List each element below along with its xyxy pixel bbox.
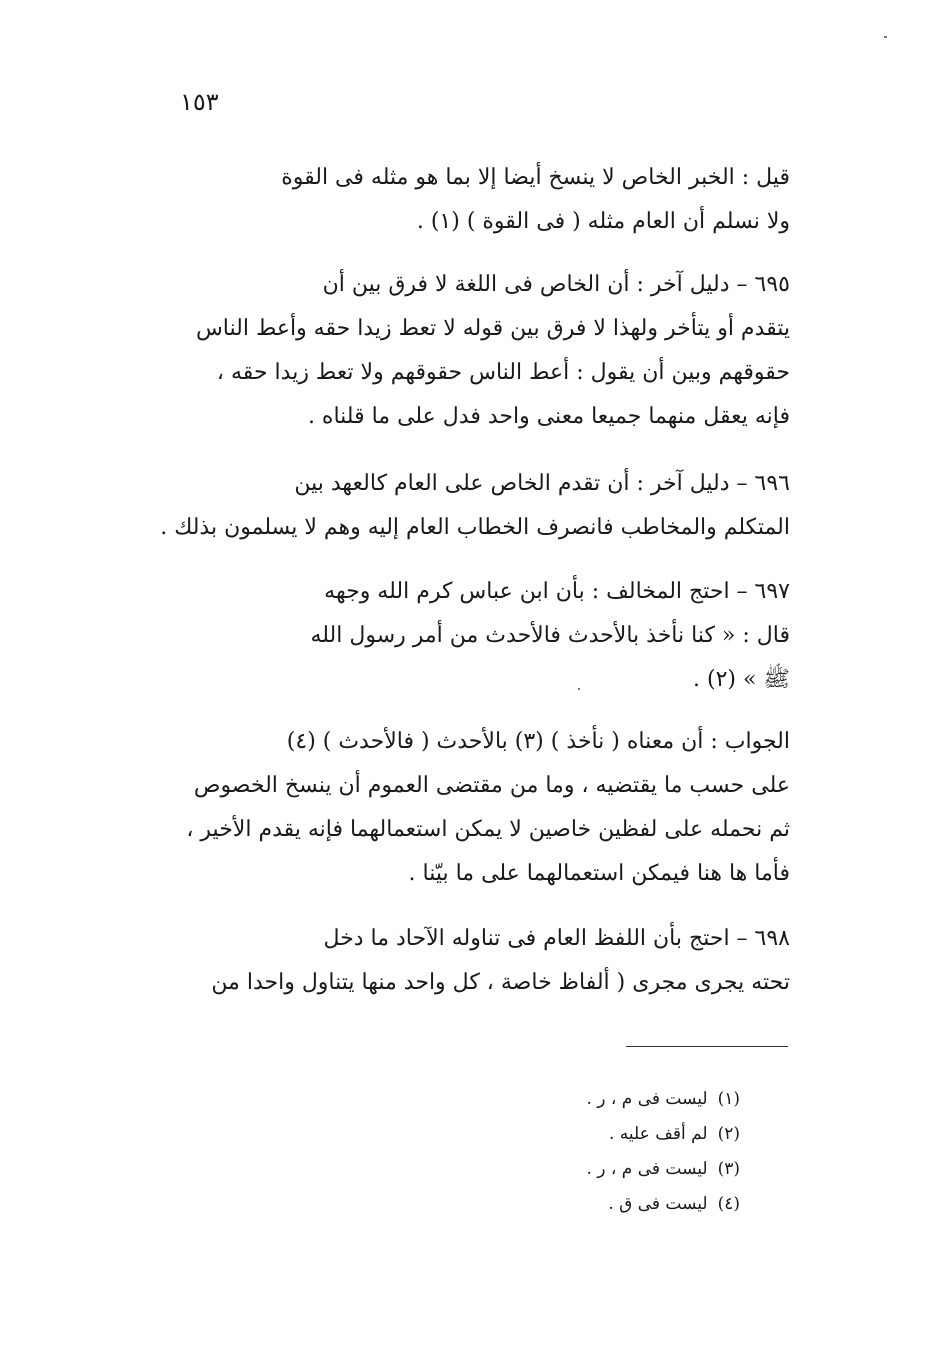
text-line: الجواب : أن معناه ( نأخذ ) (٣) بالأحدث ( فالأحدث ) (٤) [286,729,790,754]
text-line: حقوقهم وبين أن يقول : أعط الناس حقوقهم ولا تعط زيدا حقه ، [216,360,790,385]
footnote-text: لم أقف عليه . [609,1124,708,1144]
text-line: فإنه يعقل منهما جميعا معنى واحد فدل على ما قلناه . [307,404,790,429]
text-line: قيل : الخبر الخاص لا ينسخ أيضا إلا بما هو مثله فى القوة [281,165,790,190]
text-line: ثم نحمله على لفظين خاصين لا يمكن استعمالهما فإنه يقدم الأخير ، [186,817,790,842]
footnote-number: (٣) [717,1159,740,1179]
text-line: ٦٩٥ – دليل آخر : أن الخاص فى اللغة لا فرق بين أن [322,272,790,297]
paragraph-answer [148,720,790,896]
footnote-number: (٢) [717,1124,740,1144]
page-number: ١٥٣ [180,88,219,116]
footnote-item [586,1082,740,1117]
scan-speck [578,688,580,690]
footnote-text: ليست فى ق . [608,1194,708,1214]
paragraph-695 [148,263,790,439]
text-line: تحته يجرى مجرى ( ألفاظ خاصة ، كل واحد منها يتناول واحدا من [211,970,790,995]
footnotes [586,1082,740,1222]
paragraph-1 [148,156,790,244]
footnote-number: (١) [717,1089,740,1109]
footnote-text: ليست فى م ، ر . [586,1089,708,1109]
footnote-text: ليست فى م ، ر . [586,1159,708,1179]
text-line: قال : « كنا نأخذ بالأحدث فالأحدث من أمر رسول الله [310,623,790,648]
text-line: ﷺ » (٢) . [692,667,790,692]
footnote-divider [626,1046,788,1047]
text-line: ٦٩٦ – دليل آخر : أن تقدم الخاص على العام كالعهد بين [294,471,790,496]
text-line: ٦٩٨ – احتج بأن اللفظ العام فى تناوله الآحاد ما دخل [323,926,790,951]
text-line: على حسب ما يقتضيه ، وما من مقتضى العموم أن ينسخ الخصوص [193,773,790,798]
text-line: فأما ها هنا فيمكن استعمالهما على ما بيّنا . [408,861,790,886]
paragraph-697 [148,570,790,702]
text-line: يتقدم أو يتأخر ولهذا لا فرق بين قوله لا تعط زيدا حقه وأعط الناس [195,316,790,341]
scan-speck [884,36,887,38]
text-line: ولا نسلم أن العام مثله ( فى القوة ) (١) . [416,209,790,234]
paragraph-698 [148,917,790,1005]
paragraph-696 [148,462,790,550]
text-line: ٦٩٧ – احتج المخالف : بأن ابن عباس كرم الله وجهه [324,579,790,604]
text-line: المتكلم والمخاطب فانصرف الخطاب العام إليه وهم لا يسلمون بذلك . [160,515,790,540]
footnote-number: (٤) [717,1194,740,1214]
footnote-item [586,1187,740,1222]
footnote-item [586,1117,740,1152]
footnote-item [586,1152,740,1187]
